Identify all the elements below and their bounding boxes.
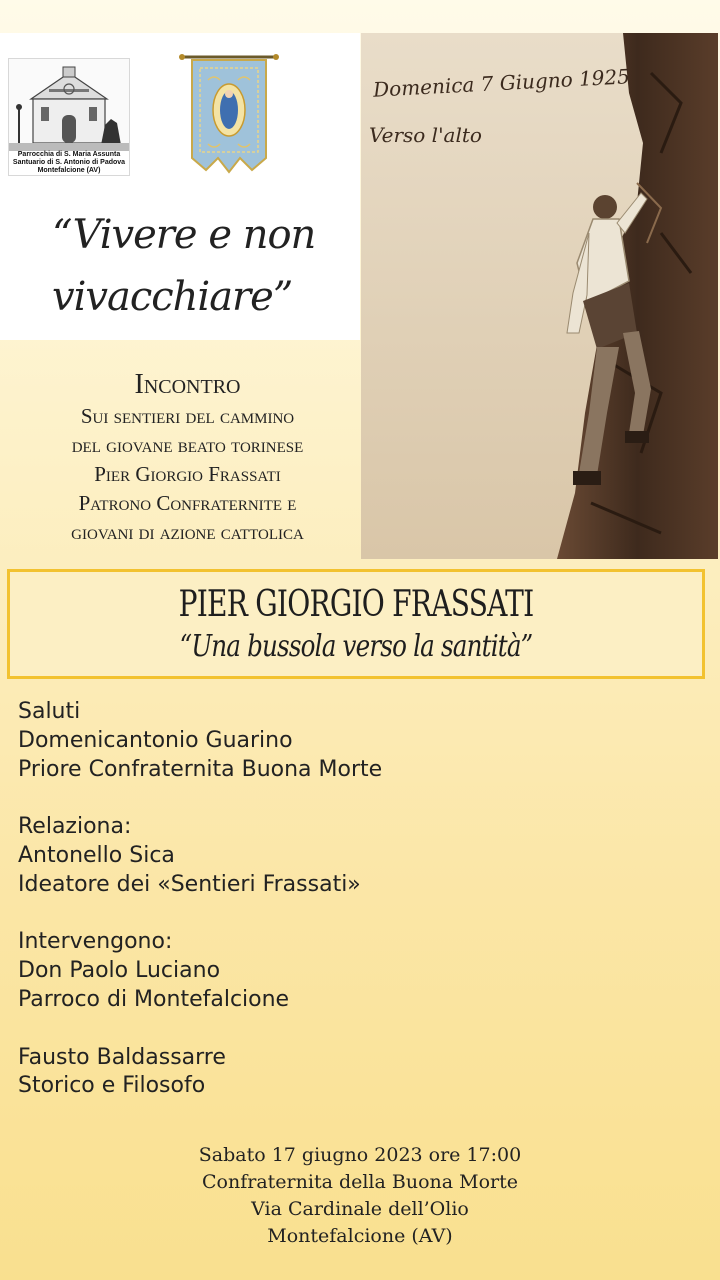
- spacer: [18, 900, 708, 929]
- relaziona-role: Ideatore dei «Sentieri Frassati»: [18, 871, 361, 897]
- program-list: [18, 698, 708, 1101]
- spacer: [18, 784, 708, 813]
- confraternity-banner: [178, 52, 280, 176]
- event-description-line: Sui sentieri del cammino: [80, 404, 295, 428]
- speaker-name: Fausto Baldassarre: [18, 1044, 226, 1070]
- logo-line: Montefalcione (AV): [37, 167, 101, 174]
- logo-line: Parrocchia di S. Maria Assunta: [17, 151, 121, 158]
- parish-logo: [8, 58, 130, 176]
- speaker-name: Don Paolo Luciano: [18, 958, 221, 984]
- church-icon: [9, 59, 129, 151]
- saluti-name: Domenicantonio Guarino: [18, 727, 293, 753]
- climbing-photo: [361, 33, 718, 559]
- event-description-line: Patrono Confraternite e: [78, 491, 297, 515]
- event-description: [20, 368, 355, 547]
- event-date: Sabato 17 giugno 2023 ore 17:00: [198, 1144, 522, 1166]
- saluti-role: Priore Confraternita Buona Morte: [18, 756, 383, 782]
- photo-handwritten-date: Domenica 7 Giugno 1925: [372, 64, 631, 102]
- motto: [52, 204, 352, 328]
- headline-name: PIER GIORGIO FRASSATI: [178, 584, 534, 625]
- motto-line: “Vivere e non: [52, 212, 316, 258]
- saluti-label: Saluti: [18, 699, 81, 724]
- relaziona-label: Relaziona:: [18, 814, 132, 840]
- logo-line: Santuario di S. Antonio di Padova: [12, 159, 126, 166]
- headline-box: [7, 569, 705, 679]
- event-description-line: Pier Giorgio Frassati: [94, 462, 281, 486]
- logo-text: [9, 151, 129, 175]
- event-town: Montefalcione (AV): [267, 1225, 453, 1247]
- photo-handwritten-motto: Verso l'alto: [369, 123, 482, 147]
- climber-illustration: [361, 33, 718, 559]
- event-details-footer: [0, 1142, 720, 1250]
- event-description-line: del giovane beato torinese: [71, 433, 304, 457]
- motto-line: vivacchiare”: [52, 274, 293, 320]
- intervengono-label: Intervengono:: [18, 929, 173, 955]
- relaziona-name: Antonello Sica: [18, 842, 175, 868]
- spacer: [18, 1015, 708, 1044]
- speaker-role: Storico e Filosofo: [18, 1073, 206, 1099]
- event-street: Via Cardinale dell’Olio: [251, 1198, 469, 1220]
- banner-icon: [178, 52, 280, 176]
- event-title: Incontro: [134, 369, 241, 400]
- event-description-line: giovani di azione cattolica: [71, 520, 304, 544]
- headline-subtitle: “Una bussola verso la santità”: [179, 629, 533, 664]
- event-venue: Confraternita della Buona Morte: [202, 1171, 518, 1193]
- speaker-role: Parroco di Montefalcione: [18, 986, 290, 1012]
